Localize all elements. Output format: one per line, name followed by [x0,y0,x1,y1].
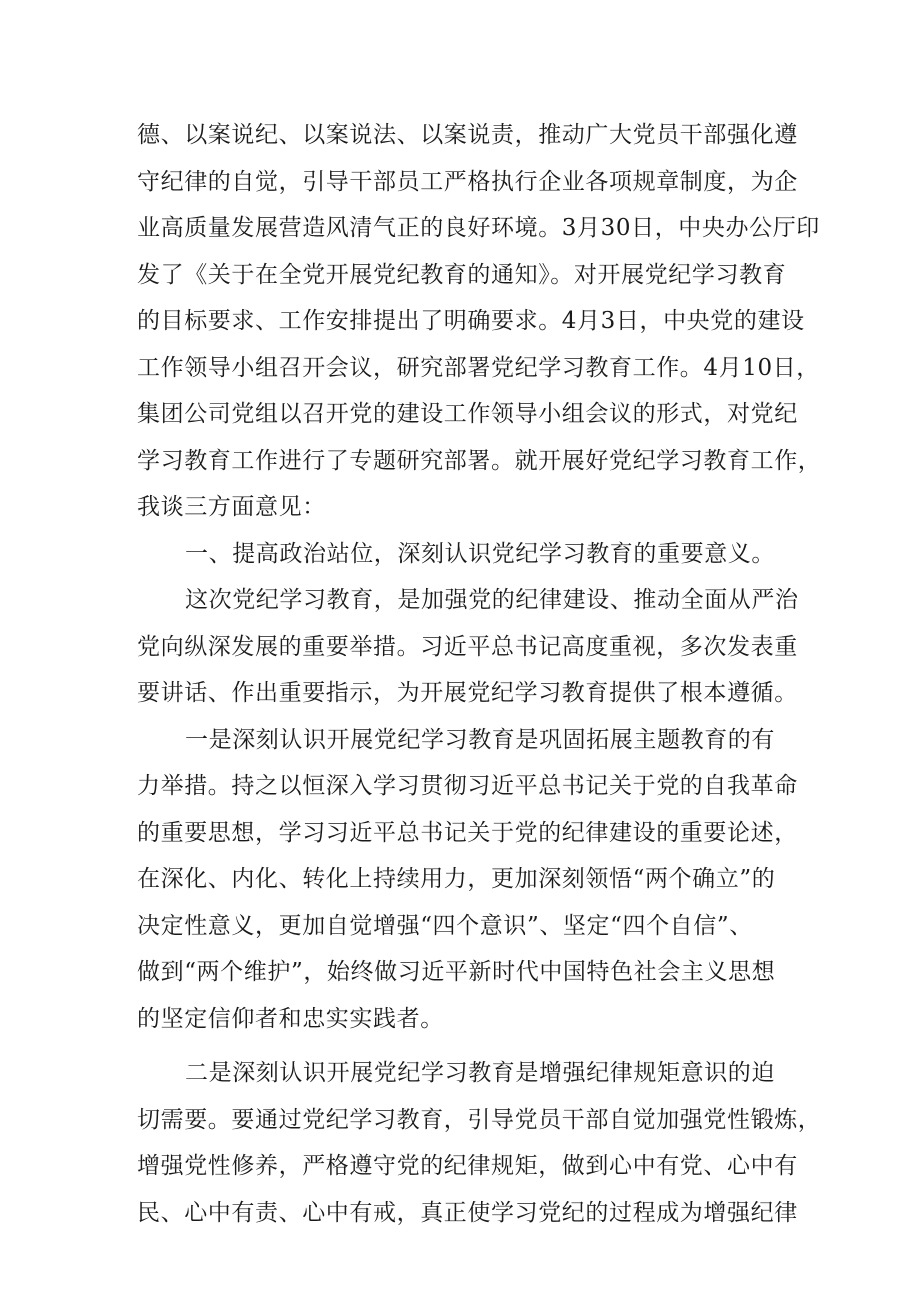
text-line: 守纪律的自觉，引导干部员工严格执行企业各项规章制度，为企 [137,168,798,195]
text-line: 要讲话、作出重要指示，为开展党纪学习教育提供了根本遵循。 [137,680,798,706]
text-line: 的目标要求、工作安排提出了明确要求。4月3日，中央党的建设 [137,308,805,334]
text-line: 发了《关于在全党开展党纪教育的通知》。对开展党纪学习教育 [137,261,787,288]
section-heading: 一、提高政治站位，深刻认识党纪学习教育的重要意义。 [185,540,775,567]
text-line: 德、以案说纪、以案说法、以案说责，推动广大党员干部强化遵 [137,122,798,148]
text-line: 工作领导小组召开会议，研究部署党纪学习教育工作。4月10日， [137,354,820,381]
text-line: 一是深刻认识开展党纪学习教育是巩固拓展主题教育的有 [185,726,775,753]
text-line: 这次党纪学习教育，是加强党的纪律建设、推动全面从严治 [185,587,799,613]
paragraph-gap [137,1042,787,1050]
text-line: 的重要思想，学习习近平总书记关于党的纪律建设的重要论述， [137,819,798,846]
text-line: 的坚定信仰者和忠实实践者。 [137,1005,444,1032]
text-line: 学习教育工作进行了专题研究部署。就开展好党纪学习教育工作， [137,447,822,474]
text-line: 我谈三方面意见： [137,494,326,520]
text-line: 做到“两个维护”，始终做习近平新时代中国特色社会主义思想 [137,959,776,985]
text-line: 决定性意义，更加自觉增强“四个意识”、坚定“四个自信”、 [137,912,753,939]
text-line: 业高质量发展营造风清气正的良好环境。3月30日，中央办公厅印 [137,215,820,241]
text-line: 力举措。持之以恒深入学习贯彻习近平总书记关于党的自我革命 [137,773,798,799]
text-line: 切需要。要通过党纪学习教育，引导党员干部自觉加强党性锻炼， [137,1106,822,1133]
text-line: 二是深刻认识开展党纪学习教育是增强纪律规矩意识的迫 [185,1060,775,1086]
text-line: 集团公司党组以召开党的建设工作领导小组会议的形式，对党纪 [137,401,798,427]
text-line: 在深化、内化、转化上持续用力，更加深刻领悟“两个确立”的 [137,866,776,892]
text-line: 增强党性修养，严格遵守党的纪律规矩，做到心中有党、心中有 [137,1153,798,1179]
document-body [137,112,822,1236]
text-line: 民、心中有责、心中有戒，真正使学习党纪的过程成为增强纪律 [137,1199,798,1226]
text-line: 党向纵深发展的重要举措。习近平总书记高度重视，多次发表重 [137,633,798,660]
